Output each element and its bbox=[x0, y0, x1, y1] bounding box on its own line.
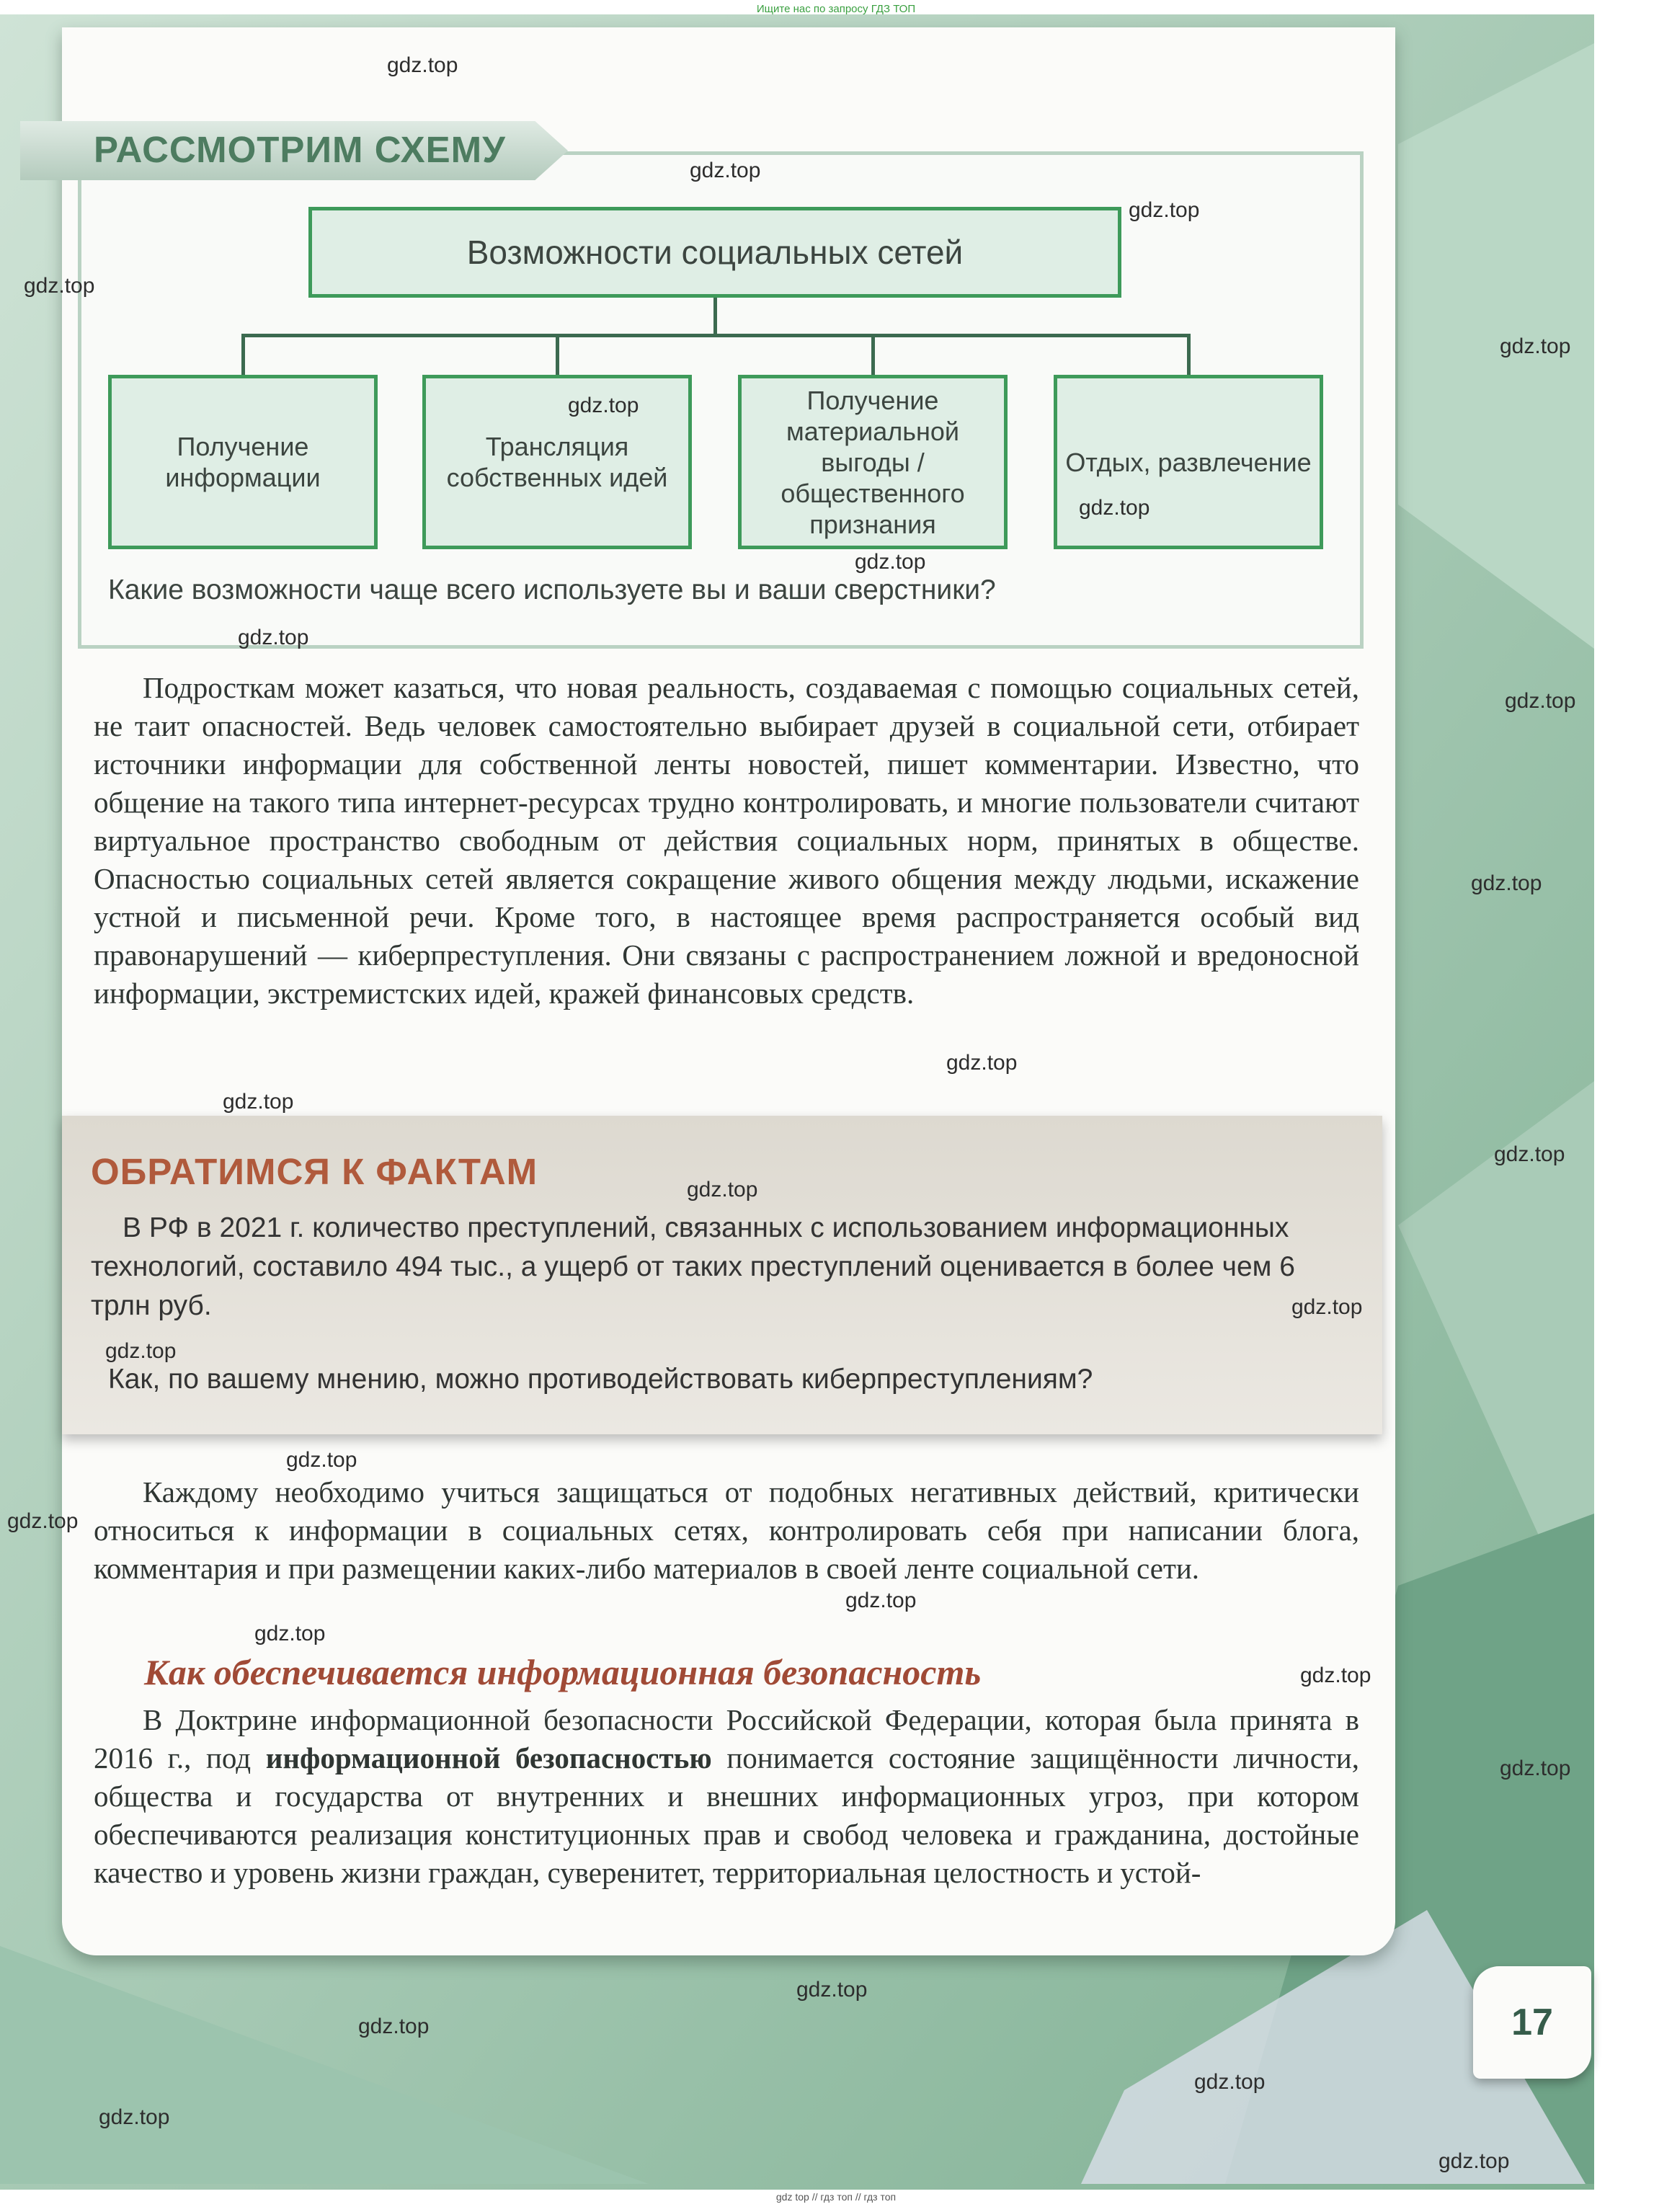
watermark: gdz.top bbox=[223, 1090, 294, 1114]
schema-root-box: Возможности социальных сетей bbox=[308, 207, 1121, 298]
paragraph-2: Каждому необходимо учиться защищаться от подобных негативных действий, критически относиться к информации в социальных сетях, контролировать себя при написании блога, комментария и при размещении каких-либо материалов в своей ленте социальной сети. bbox=[94, 1475, 1359, 1585]
watermark: gdz.top bbox=[358, 2015, 430, 2038]
watermark: gdz.top bbox=[1079, 496, 1150, 520]
watermark: gdz.top bbox=[1291, 1295, 1363, 1319]
footer-note: gdz top // гдз топ // гдз топ bbox=[775, 2191, 897, 2203]
connector-line bbox=[871, 334, 875, 376]
watermark: gdz.top bbox=[238, 626, 309, 649]
connector-line bbox=[713, 298, 717, 335]
watermark: gdz.top bbox=[1500, 1756, 1571, 1780]
watermark: gdz.top bbox=[845, 1589, 917, 1612]
facts-text: В РФ в 2021 г. количество преступлений, связанных с использованием информационных технологий, составило 494 тыс., а ущерб от таких преступлений оценивается в более чем 6 трлн руб. bbox=[91, 1212, 1296, 1321]
watermark: gdz.top bbox=[1505, 689, 1576, 713]
watermark: gdz.top bbox=[568, 394, 639, 417]
watermark: gdz.top bbox=[99, 2105, 170, 2129]
schema-box-ideas: Трансляция собственных идей bbox=[422, 375, 692, 549]
watermark: gdz.top bbox=[1300, 1664, 1371, 1687]
term-information-security: информационной безопасностью bbox=[265, 1741, 712, 1775]
watermark: gdz.top bbox=[946, 1051, 1018, 1075]
watermark: gdz.top bbox=[1129, 198, 1200, 222]
connector-line bbox=[1187, 334, 1191, 376]
watermark: gdz.top bbox=[1494, 1142, 1565, 1166]
page-margin bbox=[1594, 27, 1672, 2190]
watermark: gdz.top bbox=[7, 1509, 79, 1533]
watermark: gdz.top bbox=[105, 1339, 177, 1363]
watermark: gdz.top bbox=[1438, 2149, 1510, 2173]
watermark: gdz.top bbox=[855, 550, 926, 574]
connector-line bbox=[556, 334, 559, 376]
watermark: gdz.top bbox=[1471, 871, 1542, 895]
watermark: gdz.top bbox=[254, 1622, 326, 1645]
section-title: РАССМОТРИМ СХЕМУ bbox=[94, 129, 506, 170]
schema-box-information: Получение информации bbox=[108, 375, 378, 549]
connector-line bbox=[241, 334, 1191, 337]
paragraph-3-start: В Доктрине информационной безопасности Российской Федерации, которая была принята в 2016 г., под bbox=[94, 1703, 1359, 1775]
schema-box-leisure: Отдых, развлечение bbox=[1054, 375, 1323, 549]
facts-question: Как, по вашему мнению, можно противодействовать киберпреступлениям? bbox=[108, 1364, 1093, 1395]
watermark: gdz.top bbox=[1500, 334, 1571, 358]
paragraph-3-end: понимается состояние защищённости личности, общества и государства от внутренних и внешних информационных угроз, при котором обеспечиваются реализация конституционных прав и свобод человека и гражданина, достойные качество и уровень жизни граждан, суверенитет, территориальная целостность и устой- bbox=[94, 1741, 1360, 1889]
facts-title: ОБРАТИМСЯ К ФАКТАМ bbox=[91, 1151, 538, 1192]
watermark: gdz.top bbox=[387, 53, 458, 77]
watermark: gdz.top bbox=[687, 1178, 758, 1202]
subheading: Как обеспечивается информационная безопасность bbox=[144, 1652, 982, 1692]
connector-line bbox=[241, 334, 245, 376]
watermark: gdz.top bbox=[690, 159, 761, 182]
schema-box-benefit: Получение материальной выгоды / общественного признания bbox=[738, 375, 1008, 549]
schema-question: Какие возможности чаще всего используете вы и ваши сверстники? bbox=[108, 574, 996, 605]
watermark: gdz.top bbox=[796, 1978, 868, 2002]
watermark: gdz.top bbox=[286, 1448, 357, 1472]
paragraph-3 bbox=[94, 1701, 1359, 1892]
paragraph-1: Подросткам может казаться, что новая реальность, создаваемая с помощью социальных сетей, не таит опасностей. Ведь человек самостоятельно выбирает друзей в социальной сети, отбирает источники информации для собственной ленты новостей, пишет комментарии. Известно, что общение на такого типа интернет-ресурсах трудно контролировать, и многие пользователи считают виртуальное пространство свободным от действия социальных норм, принятых в обществе. Опасностью социальных сетей является сокращение живого общения между людьми, искажение устной и письменной речи. Кроме того, в настоящее время распространяется особый вид правонарушений — киберпреступления. Они связаны с распространением ложной и вредоносной информации, экстремистских идей, кражей финансовых средств. bbox=[94, 671, 1359, 1010]
page-number: 17 bbox=[1473, 1966, 1591, 2079]
watermark: gdz.top bbox=[1194, 2070, 1266, 2094]
watermark: gdz.top bbox=[24, 274, 95, 298]
header-note: Ищите нас по запросу ГДЗ ТОП bbox=[756, 3, 916, 15]
